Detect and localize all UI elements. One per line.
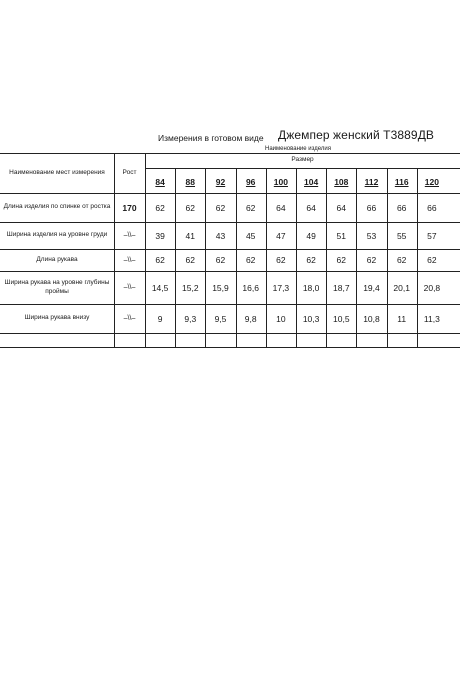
- measurement-value: 51: [336, 230, 347, 241]
- measurement-value: 66: [396, 202, 407, 213]
- product-name: Джемпер женский Т3889ДВ: [278, 128, 435, 142]
- measurement-value: 62: [155, 202, 165, 213]
- measurement-value: 64: [336, 202, 347, 213]
- measurement-name: Ширина рукава на уровне глубины проймы: [4, 279, 110, 295]
- sheet-title: Измерения в готовом виде: [158, 133, 264, 143]
- measurement-value: 62: [185, 255, 196, 265]
- measurement-value: 18,7: [333, 282, 350, 293]
- size-header-96: 96: [245, 177, 256, 187]
- size-group-header: Размер: [291, 156, 314, 164]
- row-divider: [0, 333, 460, 334]
- measurement-value: 57: [427, 230, 437, 241]
- measurement-value: 43: [215, 230, 226, 241]
- measurement-value: 18,0: [302, 282, 320, 293]
- measurement-value: 9: [157, 313, 163, 324]
- measurement-value: 62: [245, 202, 256, 213]
- size-header-112: 112: [364, 177, 379, 187]
- size-header-108: 108: [334, 177, 349, 187]
- measurement-value: 62: [245, 255, 256, 265]
- measurement-value: 49: [306, 230, 316, 241]
- height-value: 170: [122, 202, 137, 213]
- measurement-value: 64: [276, 202, 286, 213]
- measurement-value: 16,6: [242, 282, 259, 293]
- measurement-value: 9,3: [184, 313, 197, 324]
- table-border-bottom: [0, 347, 460, 348]
- height-value: –\\–: [123, 232, 136, 239]
- measurement-value: 66: [366, 202, 377, 213]
- height-value: –\\–: [123, 284, 136, 291]
- measurement-value: 10,5: [333, 313, 350, 324]
- size-header-100: 100: [273, 177, 288, 187]
- measurement-name: Длина рукава: [36, 255, 78, 263]
- measurement-value: 62: [276, 255, 286, 265]
- measurement-value: 11,3: [423, 313, 440, 324]
- measurement-value: 19,4: [363, 282, 380, 293]
- measurement-value: 10,3: [302, 313, 320, 324]
- measurement-name: Ширина изделия на уровне груди: [6, 231, 108, 239]
- measurement-name: Длина изделия по спинке от ростка: [3, 203, 111, 211]
- size-header-104: 104: [304, 177, 319, 187]
- measurement-name: Ширина рукава внизу: [24, 314, 90, 322]
- measurement-value: 41: [185, 230, 196, 241]
- measurement-value: 62: [427, 255, 437, 265]
- measurement-value: 64: [306, 202, 316, 213]
- height-value: –\\–: [123, 256, 136, 264]
- size-header-120: 120: [424, 177, 439, 187]
- product-subtitle: Наименование изделия: [265, 146, 331, 152]
- measurement-value: 17,3: [272, 282, 290, 293]
- size-header-84: 84: [155, 177, 165, 187]
- measurement-value: 62: [336, 255, 347, 265]
- size-header-88: 88: [185, 177, 196, 187]
- measurement-value: 14,5: [151, 282, 169, 293]
- measurement-value: 55: [396, 230, 407, 241]
- measurement-value: 62: [215, 202, 226, 213]
- measurement-value: 62: [306, 255, 316, 265]
- measurement-value: 62: [155, 255, 165, 265]
- measurement-value: 10: [276, 313, 286, 324]
- height-value: –\\–: [123, 315, 136, 322]
- name-column-header: Наименование мест измерения: [9, 168, 105, 176]
- measurement-value: 15,9: [212, 282, 229, 293]
- measurement-value: 62: [185, 202, 196, 213]
- measurement-value: 66: [427, 202, 437, 213]
- size-header-divider: [145, 168, 460, 169]
- size-header-92: 92: [215, 177, 226, 187]
- measurement-value: 9,8: [244, 313, 257, 324]
- measurement-value: 20,1: [393, 282, 410, 293]
- height-column-header: Рост: [122, 168, 137, 176]
- measurement-value: 39: [155, 230, 165, 241]
- measurement-value: 62: [215, 255, 226, 265]
- measurement-value: 47: [276, 230, 286, 241]
- measurement-value: 11: [397, 313, 407, 324]
- size-header-116: 116: [394, 177, 409, 187]
- measurement-value: 45: [245, 230, 256, 241]
- measurement-value: 10,8: [363, 313, 380, 324]
- measurement-value: 15,2: [182, 282, 199, 293]
- measurement-value: 20,8: [423, 282, 441, 293]
- measurement-value: 62: [396, 255, 407, 265]
- measurement-value: 9,5: [214, 313, 227, 324]
- measurement-value: 53: [366, 230, 377, 241]
- measurement-value: 62: [366, 255, 377, 265]
